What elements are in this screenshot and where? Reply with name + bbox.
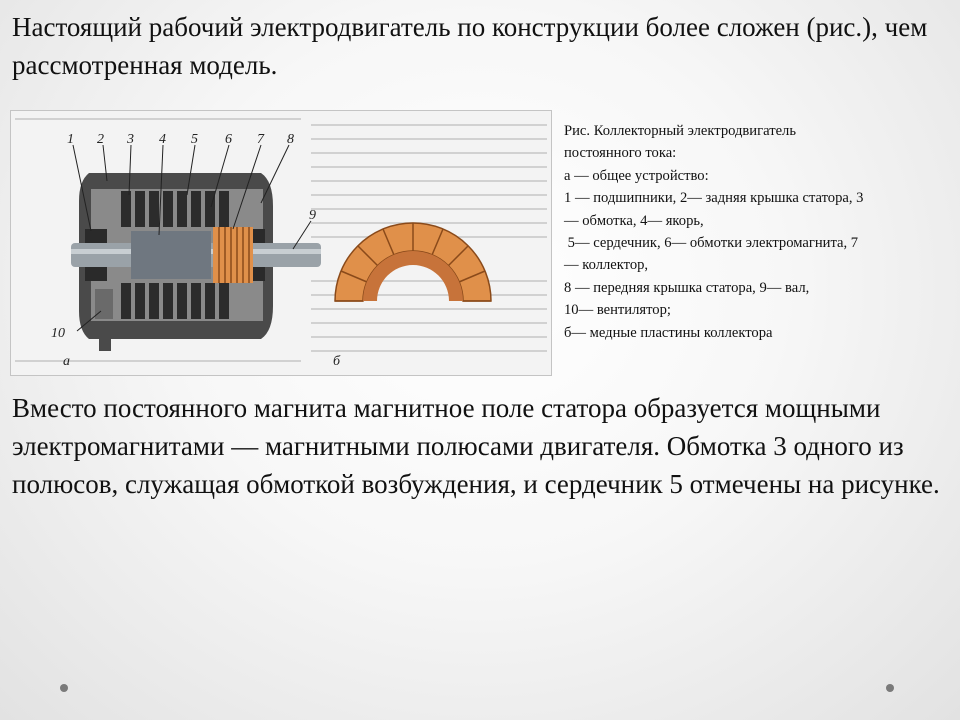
motor-drawing bbox=[11, 111, 551, 375]
caption-line: б— медные пластины коллектора bbox=[564, 324, 773, 341]
part-label-6: 6 bbox=[225, 132, 232, 147]
commutator bbox=[213, 227, 253, 283]
view-label-b: б bbox=[333, 354, 341, 369]
caption-line: а — общее устройство: bbox=[564, 167, 709, 184]
part-label-7: 7 bbox=[257, 132, 264, 147]
caption-line: 5— сердечник, 6— обмотки электромагнита, 7 bbox=[564, 235, 859, 252]
caption-line: 8 — передняя крышка статора, 9— вал, bbox=[564, 279, 810, 296]
part-label-1: 1 bbox=[67, 132, 74, 147]
part-label-10: 10 bbox=[51, 326, 65, 341]
body-text: Вместо постоянного магнита магнитное поле статора образуется мощными электромагнитами — магнитными полюсами двигателя. Обмотка 3 одного из полюсов, служащая обмоткой возбуждения, и сердечник 5 отмечены на рисунке. bbox=[12, 393, 940, 499]
caption-line: 10— вентилятор; bbox=[564, 302, 671, 319]
nav-dot-right[interactable] bbox=[886, 684, 894, 692]
intro-text: Настоящий рабочий электродвигатель по конструкции более сложен (рис.), чем рассмотренная модель. bbox=[12, 12, 928, 80]
motor-figure bbox=[10, 110, 552, 376]
part-label-3: 3 bbox=[127, 132, 134, 147]
part-label-2: 2 bbox=[97, 132, 104, 147]
view-label-a: а bbox=[63, 354, 70, 369]
part-label-8: 8 bbox=[287, 132, 294, 147]
caption-line: 1 — подшипники, 2— задняя крышка статора, 3 bbox=[564, 190, 864, 207]
part-label-4: 4 bbox=[159, 132, 166, 147]
figure-caption bbox=[564, 120, 950, 344]
part-label-9: 9 bbox=[309, 208, 316, 223]
caption-line: Рис. Коллекторный электродвигатель bbox=[564, 123, 796, 139]
commutator-plates bbox=[335, 223, 491, 301]
caption-line: — коллектор, bbox=[564, 257, 649, 274]
armature bbox=[131, 231, 211, 279]
caption-line: — обмотка, 4— якорь, bbox=[564, 212, 704, 229]
caption-line: постоянного тока: bbox=[564, 145, 677, 162]
nav-dot-left[interactable] bbox=[60, 684, 68, 692]
part-label-5: 5 bbox=[191, 132, 198, 147]
